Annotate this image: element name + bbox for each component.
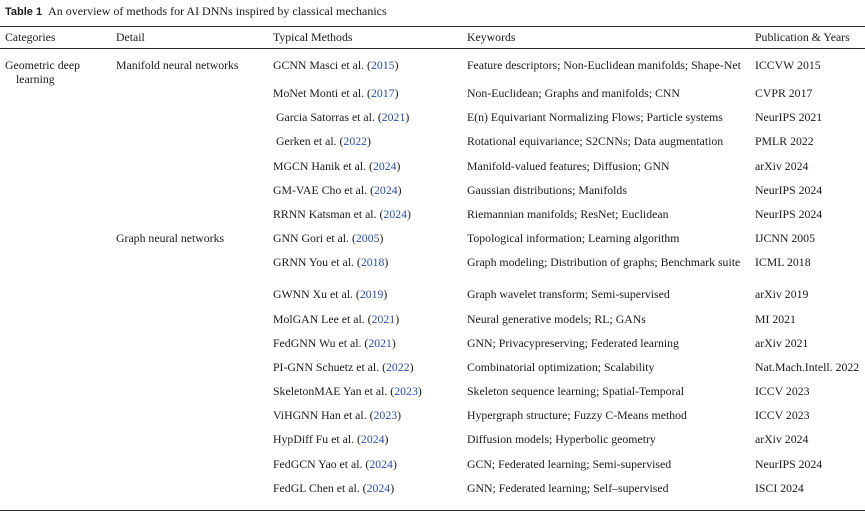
cell-method: [268, 48, 462, 86]
cell-category: [0, 183, 111, 207]
close-paren: ): [392, 456, 397, 471]
cell-keywords: GCN; Federated learning; Semi-supervised: [467, 456, 672, 471]
cell-publication: arXiv 2024: [755, 158, 809, 173]
cell-category: [0, 312, 111, 336]
cell-publication: ICML 2018: [755, 255, 811, 270]
cell-keywords: Graph modeling; Distribution of graphs; Benchmark suite: [467, 255, 741, 270]
cell-method: [268, 159, 462, 183]
cell-publication: arXiv 2019: [755, 287, 809, 302]
close-paren: ): [397, 182, 402, 197]
bottom-rule: [0, 510, 865, 511]
cell-keywords: Combinatorial optimization; Scalability: [467, 359, 655, 374]
citation-year-link[interactable]: 2017: [370, 86, 395, 100]
cell-detail: [111, 134, 268, 158]
cell-method: [268, 134, 462, 158]
header-methods: Typical Methods: [273, 30, 353, 44]
method-name: GWNN Xu et al. (: [273, 287, 360, 302]
cell-publication: IJCNN 2005: [755, 231, 815, 246]
close-paren: ): [383, 287, 388, 302]
citation-year-link[interactable]: 2024: [366, 480, 391, 495]
table-label: Table 1: [5, 6, 43, 18]
cell-keywords: E(n) Equivariant Normalizing Flows; Particle systems: [467, 110, 723, 125]
method-name: PI-GNN Schuetz et al. (: [273, 359, 387, 374]
table-row: [0, 432, 865, 456]
cell-category: [0, 134, 111, 158]
method-name: GRNN You et al. (: [273, 255, 361, 270]
cell-detail: [111, 287, 268, 311]
cell-method: [268, 384, 462, 408]
table-row: [0, 312, 865, 336]
cell-category: [0, 457, 111, 481]
cell-publication: Nat.Mach.Intell. 2022: [755, 359, 860, 374]
close-paren: ): [384, 255, 389, 270]
table-row: [0, 336, 865, 360]
cell-detail: [111, 255, 268, 287]
cell-publication: ICCV 2023: [755, 384, 810, 399]
cell-publication: ISCI 2024: [755, 480, 804, 495]
cell-keywords: Manifold-valued features; Diffusion; GNN: [467, 158, 670, 173]
method-name: FedGNN Wu et al. (: [273, 335, 369, 350]
method-name: Gerken et al. (: [273, 134, 344, 149]
table-row: [0, 134, 865, 158]
cell-category: [0, 86, 111, 110]
cell-category: [0, 432, 111, 456]
header-detail: Detail: [116, 30, 145, 44]
cell-publication: NeurIPS 2024: [755, 206, 823, 221]
header-categories: Categories: [5, 30, 56, 44]
close-paren: ): [390, 480, 395, 495]
citation-year-link[interactable]: 2019: [359, 287, 384, 302]
close-paren: ): [397, 408, 402, 423]
cell-detail: [111, 159, 268, 183]
cell-category: [0, 287, 111, 311]
table-row: [0, 207, 865, 231]
citation-year-link[interactable]: 2021: [381, 110, 406, 125]
close-paren: ): [417, 384, 422, 399]
method-name: FedGCN Yao et al. (: [273, 456, 370, 471]
cell-detail: [111, 432, 268, 456]
cell-method: [268, 432, 462, 456]
cell-category: [0, 481, 111, 505]
category-line-2: learning: [16, 72, 55, 86]
cell-detail: [111, 312, 268, 336]
cell-publication: ICCV 2023: [755, 408, 810, 423]
method-name: FedGL Chen et al. (: [273, 480, 367, 495]
method-name: MGCN Hanik et al. (: [273, 158, 373, 173]
citation-year-link[interactable]: 2021: [368, 335, 392, 350]
cell-keywords: Skeleton sequence learning; Spatial-Temporal: [467, 384, 685, 399]
cell-keywords: Riemannian manifolds; ResNet; Euclidean: [467, 206, 669, 221]
cell-publication: NeurIPS 2024: [755, 182, 823, 197]
cell-category: [0, 255, 111, 287]
cell-keywords: Feature descriptors; Non-Euclidean manifolds; Shape-Net: [467, 58, 741, 72]
cell-keywords: Rotational equivariance; S2CNNs; Data augmentation: [467, 134, 724, 149]
cell-method: [268, 207, 462, 231]
cell-method: [268, 183, 462, 207]
citation-year-link[interactable]: 2022: [343, 134, 368, 149]
citation-year-link[interactable]: 2024: [374, 182, 398, 197]
table-row: [0, 481, 865, 505]
cell-method: [268, 110, 462, 134]
table-row: [0, 86, 865, 110]
cell-keywords: Topological information; Learning algorithm: [467, 231, 680, 246]
cell-keywords: GNN; Federated learning; Self–supervised: [467, 480, 669, 495]
method-name: SkeletonMAE Yan et al. (: [273, 384, 395, 399]
cell-publication: CVPR 2017: [755, 86, 813, 100]
cell-publication: ICCVW 2015: [755, 58, 821, 72]
cell-publication: PMLR 2022: [755, 134, 814, 149]
citation-year-link[interactable]: 2021: [371, 311, 396, 326]
method-name: MolGAN Lee et al. (: [273, 311, 372, 326]
table-row: [0, 255, 865, 287]
table-row: [0, 287, 865, 311]
cell-category: [0, 231, 111, 255]
table-row: [0, 231, 865, 255]
cell-category: [0, 336, 111, 360]
cell-detail: [111, 457, 268, 481]
citation-year-link[interactable]: 2022: [386, 359, 410, 374]
cell-category: [0, 48, 111, 86]
header-publication: Publication & Years: [755, 30, 850, 44]
method-name: Garcia Satorras et al. (: [273, 110, 382, 125]
cell-category: [0, 360, 111, 384]
cell-detail: Manifold neural networks: [116, 58, 239, 72]
header-keywords: Keywords: [467, 30, 516, 44]
citation-year-link[interactable]: 2018: [360, 255, 385, 270]
cell-detail: [111, 207, 268, 231]
cell-method: [268, 312, 462, 336]
table-row: [0, 48, 865, 86]
cell-keywords: GNN; Privacypreserving; Federated learning: [467, 335, 679, 350]
close-paren: ): [409, 359, 414, 374]
citation-year-link[interactable]: 2024: [372, 158, 397, 173]
table-row: [0, 360, 865, 384]
table-caption: [5, 4, 387, 19]
cell-method: [268, 231, 462, 255]
citation-year-link[interactable]: 2024: [360, 432, 385, 447]
cell-category: [0, 207, 111, 231]
cell-keywords: Hypergraph structure; Fuzzy C-Means method: [467, 408, 687, 423]
cell-method: [268, 360, 462, 384]
citation-year-link[interactable]: 2015: [370, 58, 395, 72]
table-row: [0, 159, 865, 183]
cell-category: [0, 159, 111, 183]
table-title: An overview of methods for AI DNNs inspired by classical mechanics: [48, 4, 387, 18]
close-paren: ): [394, 58, 399, 72]
table-row: [0, 384, 865, 408]
close-paren: ): [395, 311, 400, 326]
cell-publication: NeurIPS 2024: [755, 456, 823, 471]
table-row: [0, 110, 865, 134]
cell-category: [0, 408, 111, 432]
citation-year-link[interactable]: 2024: [369, 456, 393, 471]
cell-category: [0, 110, 111, 134]
citation-year-link[interactable]: 2005: [355, 231, 380, 246]
cell-detail: [111, 336, 268, 360]
table-row: [0, 408, 865, 432]
cell-method: [268, 336, 462, 360]
cell-keywords: Non-Euclidean; Graphs and manifolds; CNN: [467, 86, 680, 100]
table-row: [0, 457, 865, 481]
cell-publication: arXiv 2024: [755, 432, 809, 447]
citation-year-link[interactable]: 2023: [373, 408, 398, 423]
cell-publication: arXiv 2021: [755, 335, 809, 350]
cell-keywords: Neural generative models; RL; GANs: [467, 311, 646, 326]
cell-method: [268, 408, 462, 432]
header-row: [0, 26, 865, 48]
method-name: GNN Gori et al. (: [273, 231, 356, 246]
cell-keywords: Graph wavelet transform; Semi-supervised: [467, 287, 670, 302]
cell-method: [268, 481, 462, 505]
cell-detail: [111, 408, 268, 432]
category-line-1: Geometric deep: [5, 58, 81, 72]
method-name: RRNN Katsman et al. (: [273, 206, 384, 221]
cell-publication: NeurIPS 2021: [755, 110, 823, 125]
close-paren: ): [405, 110, 410, 125]
close-paren: ): [394, 86, 399, 100]
method-name: MoNet Monti et al. (: [273, 86, 371, 100]
close-paren: ): [367, 134, 371, 149]
close-paren: ): [407, 206, 411, 221]
cell-detail: [111, 360, 268, 384]
citation-year-link[interactable]: 2024: [383, 206, 408, 221]
cell-publication: MI 2021: [755, 311, 796, 326]
close-paren: ): [379, 231, 384, 246]
cell-category: [0, 384, 111, 408]
close-paren: ): [384, 432, 389, 447]
cell-keywords: Diffusion models; Hyperbolic geometry: [467, 432, 656, 447]
cell-method: [268, 255, 462, 287]
citation-year-link[interactable]: 2023: [394, 384, 418, 399]
cell-method: [268, 86, 462, 110]
method-name: ViHGNN Han et al. (: [273, 408, 374, 423]
cell-method: [268, 457, 462, 481]
close-paren: ): [391, 335, 396, 350]
method-name: GCNN Masci et al. (: [273, 58, 371, 72]
cell-detail: [111, 481, 268, 505]
method-name: GM-VAE Cho et al. (: [273, 182, 375, 197]
table-row: [0, 183, 865, 207]
methods-table: [0, 26, 865, 505]
cell-detail: Graph neural networks: [116, 231, 225, 246]
cell-detail: [111, 110, 268, 134]
cell-keywords: Gaussian distributions; Manifolds: [467, 182, 627, 197]
method-name: HypDiff Fu et al. (: [273, 432, 361, 447]
cell-detail: [111, 86, 268, 110]
cell-method: [268, 287, 462, 311]
close-paren: ): [396, 158, 401, 173]
cell-detail: [111, 183, 268, 207]
cell-detail: [111, 384, 268, 408]
